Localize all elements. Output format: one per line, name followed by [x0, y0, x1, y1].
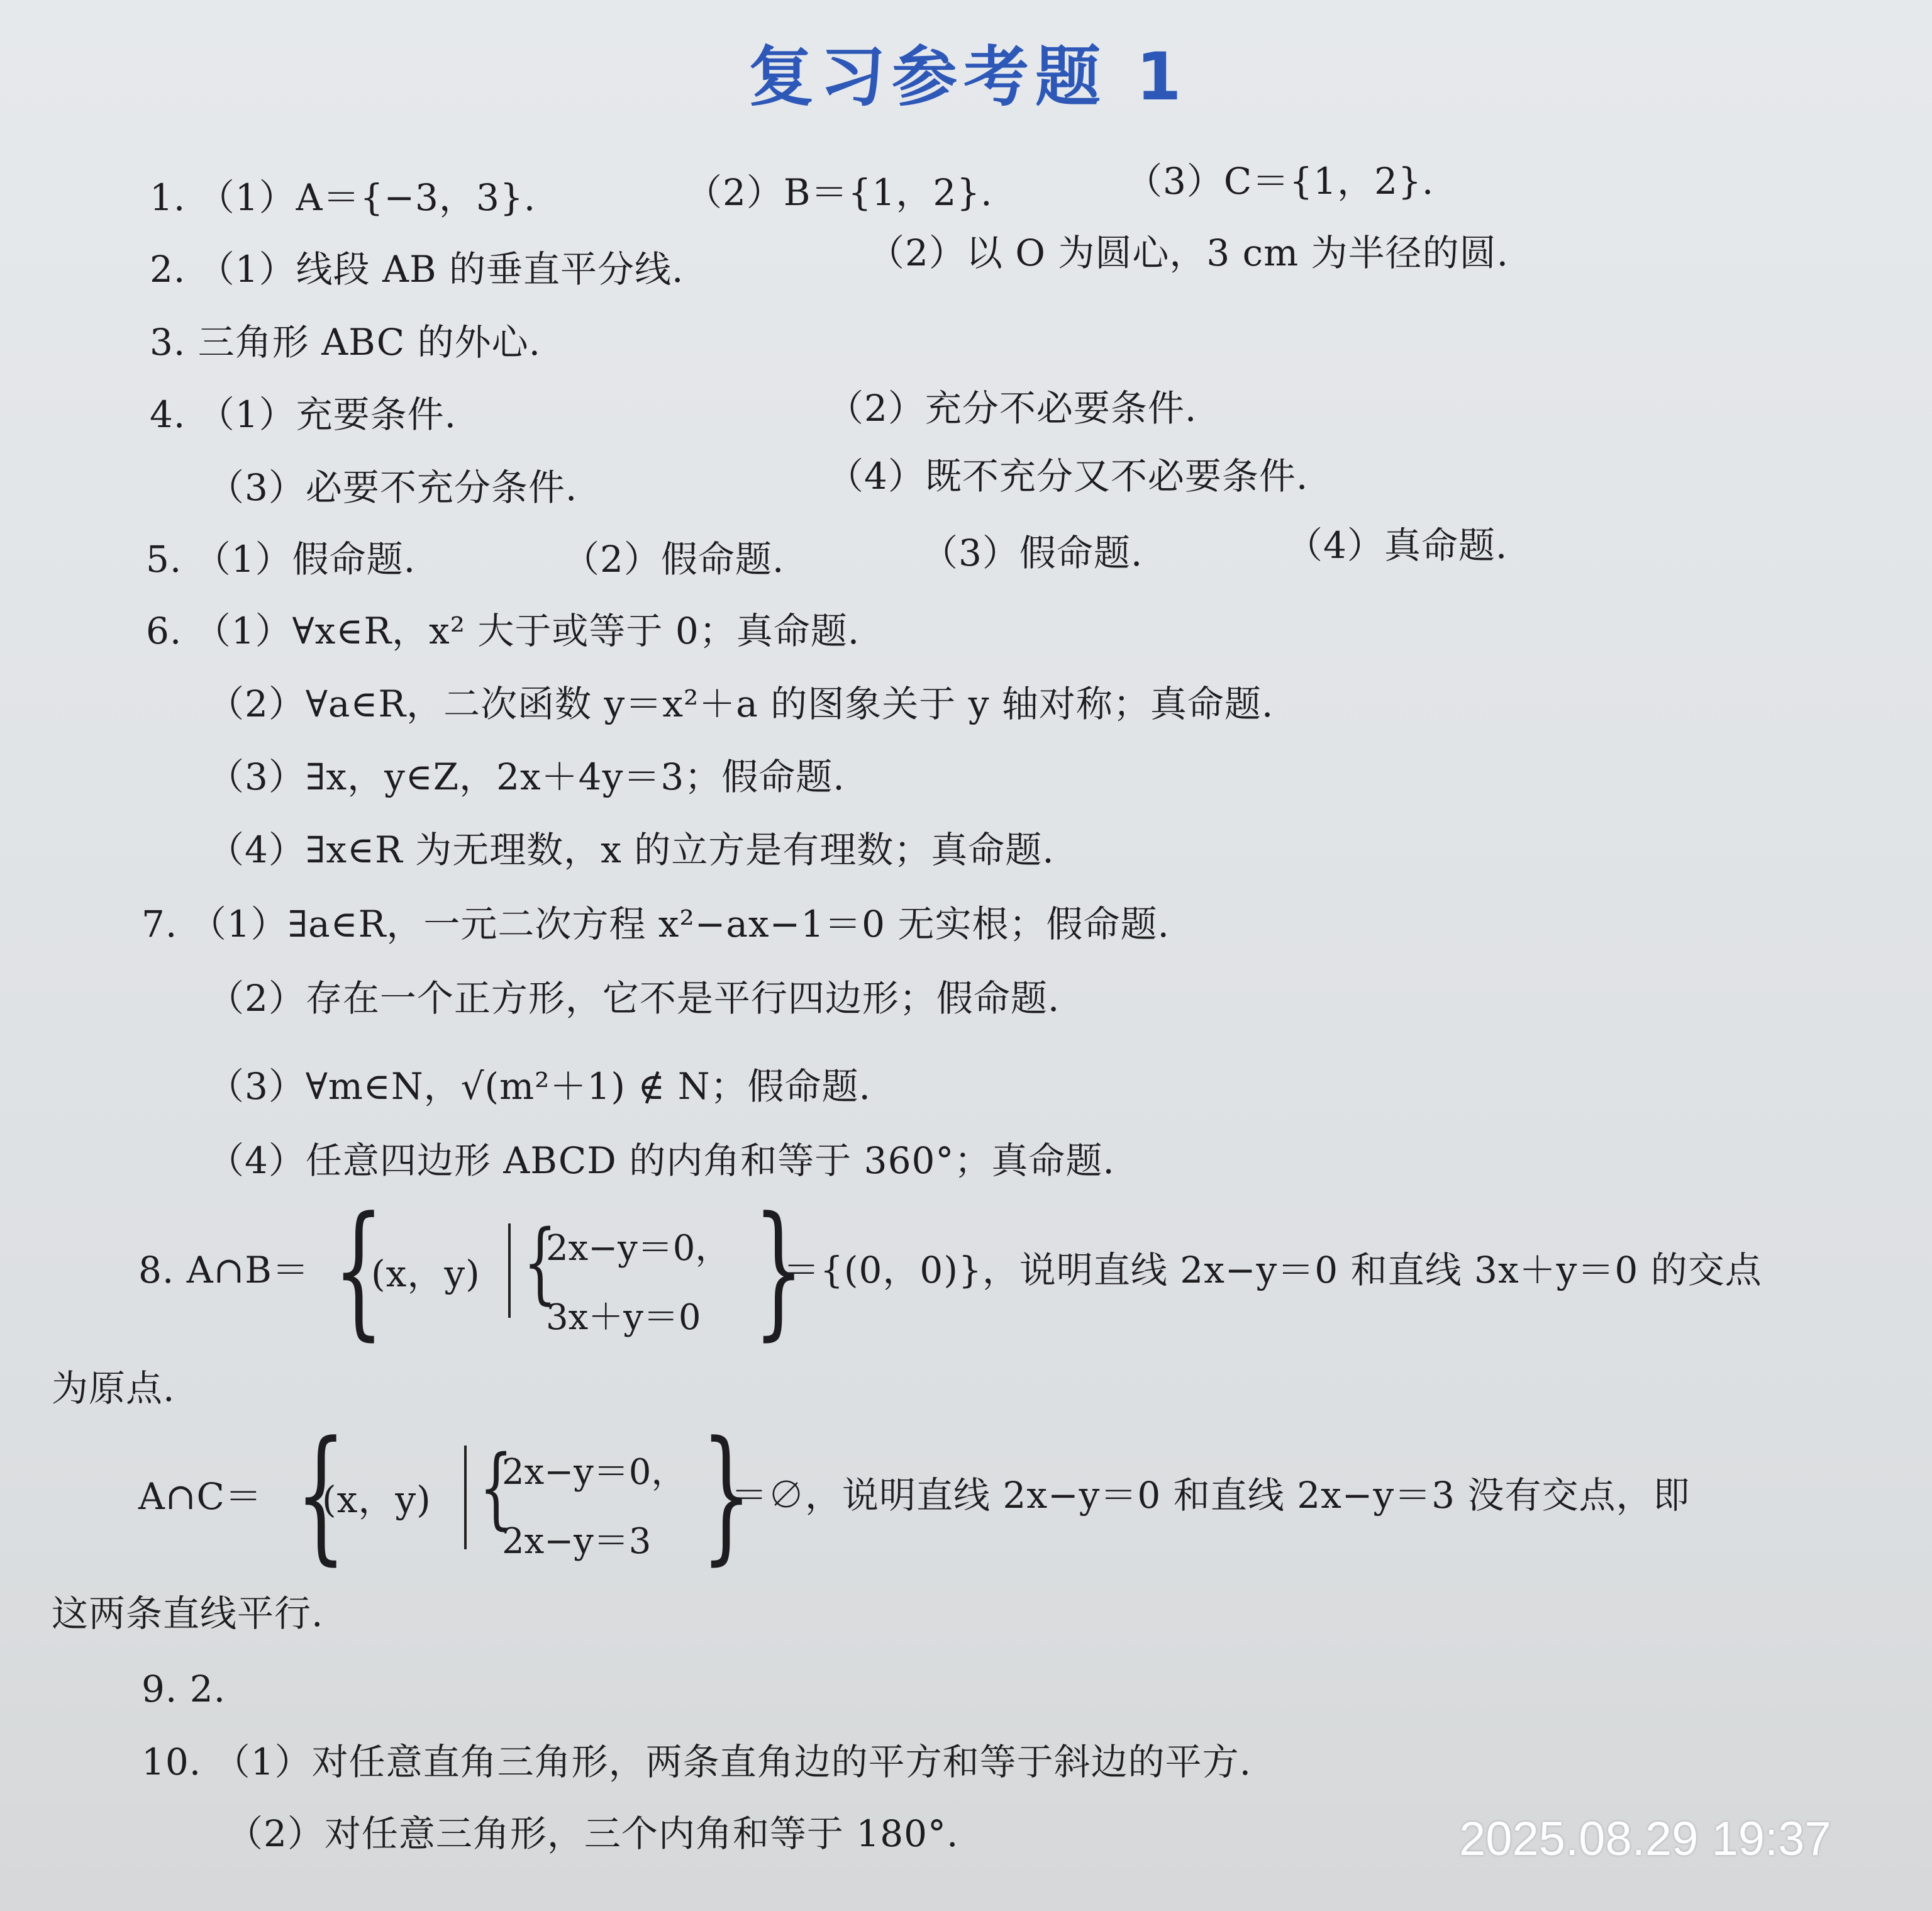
- set-brace-close: }: [753, 1186, 804, 1354]
- answer-5-part-4: （4）真命题.: [1286, 524, 1508, 567]
- set-element: (x，y): [371, 1252, 480, 1295]
- set-brace-open: {: [296, 1411, 347, 1579]
- answer-3: 3. 三角形 ABC 的外心.: [150, 321, 541, 364]
- answer-10-part-2: （2）对任意三角形，三个内角和等于 180°.: [226, 1812, 959, 1855]
- system-equation-2: 3x＋y＝0: [546, 1297, 701, 1338]
- answer-5-part-1: 5. （1）假命题.: [146, 538, 416, 581]
- answer-2-part-1: 2. （1）线段 AB 的垂直平分线.: [150, 248, 684, 291]
- answer-6-part-2: （2）∀a∈R，二次函数 y＝x²＋a 的图象关于 y 轴对称；真命题.: [208, 682, 1274, 725]
- answer-4-part-2: （2）充分不必要条件.: [827, 387, 1197, 430]
- answer-8-rhs: ＝{(0，0)}，说明直线 2x−y＝0 和直线 3x＋y＝0 的交点: [783, 1249, 1762, 1291]
- set-brace-open: {: [333, 1186, 384, 1354]
- answer-6-part-1: 6. （1）∀x∈R，x² 大于或等于 0；真命题.: [146, 610, 860, 652]
- set-divider: [464, 1446, 467, 1549]
- answer-5-part-3: （3）假命题.: [921, 532, 1143, 574]
- answer-7-part-3: （3）∀m∈N，√(m²＋1) ∉ N；假命题.: [208, 1065, 871, 1108]
- answer-9: 9. 2.: [142, 1668, 226, 1710]
- system-equation-1: 2x−y＝0，: [502, 1452, 687, 1493]
- answer-4-part-4: （4）既不充分又不必要条件.: [827, 455, 1309, 498]
- answer-8b-rhs: ＝∅，说明直线 2x−y＝0 和直线 2x−y＝3 没有交点，即: [731, 1474, 1690, 1517]
- system-brace: {: [523, 1212, 557, 1314]
- system-equation-1: 2x−y＝0，: [546, 1228, 731, 1269]
- answer-1-part-2: （2）B＝{1，2}.: [686, 171, 993, 214]
- answer-6-part-4: （4）∃x∈R 为无理数，x 的立方是有理数；真命题.: [208, 828, 1055, 871]
- system-equation-2: 2x−y＝3: [502, 1521, 652, 1562]
- set-element: (x，y): [322, 1478, 431, 1521]
- answer-4-part-1: 4. （1）充要条件.: [150, 393, 457, 436]
- answer-2-part-2: （2）以 O 为圆心，3 cm 为半径的圆.: [868, 231, 1509, 274]
- system-brace: {: [479, 1437, 513, 1539]
- answer-4-part-3: （3）必要不充分条件.: [208, 466, 578, 509]
- answer-8-lhs: 8. A∩B＝: [138, 1249, 309, 1291]
- answer-7-part-4: （4）任意四边形 ABCD 的内角和等于 360°；真命题.: [208, 1139, 1115, 1182]
- answer-8b-continuation: 这两条直线平行.: [52, 1592, 324, 1635]
- photo-timestamp: 2025.08.29 19:37: [1459, 1812, 1831, 1866]
- answer-1-part-3: （3）C＝{1，2}.: [1126, 160, 1435, 203]
- answer-8-continuation: 为原点.: [52, 1367, 175, 1410]
- set-divider: [508, 1223, 511, 1318]
- answer-10-part-1: 10. （1）对任意直角三角形，两条直角边的平方和等于斜边的平方.: [142, 1741, 1252, 1783]
- answer-6-part-3: （3）∃x，y∈Z，2x＋4y＝3；假命题.: [208, 755, 845, 798]
- answer-8b-lhs: A∩C＝: [138, 1475, 262, 1518]
- set-brace-close: }: [701, 1411, 752, 1579]
- page-title: 复习参考题 1: [748, 38, 1188, 115]
- answer-5-part-2: （2）假命题.: [563, 538, 785, 581]
- answer-7-part-1: 7. （1）∃a∈R，一元二次方程 x²−ax−1＝0 无实根；假命题.: [142, 903, 1170, 945]
- answer-7-part-2: （2）存在一个正方形，它不是平行四边形；假命题.: [208, 977, 1060, 1020]
- answer-1-part-1: 1. （1）A＝{−3，3}.: [150, 176, 536, 219]
